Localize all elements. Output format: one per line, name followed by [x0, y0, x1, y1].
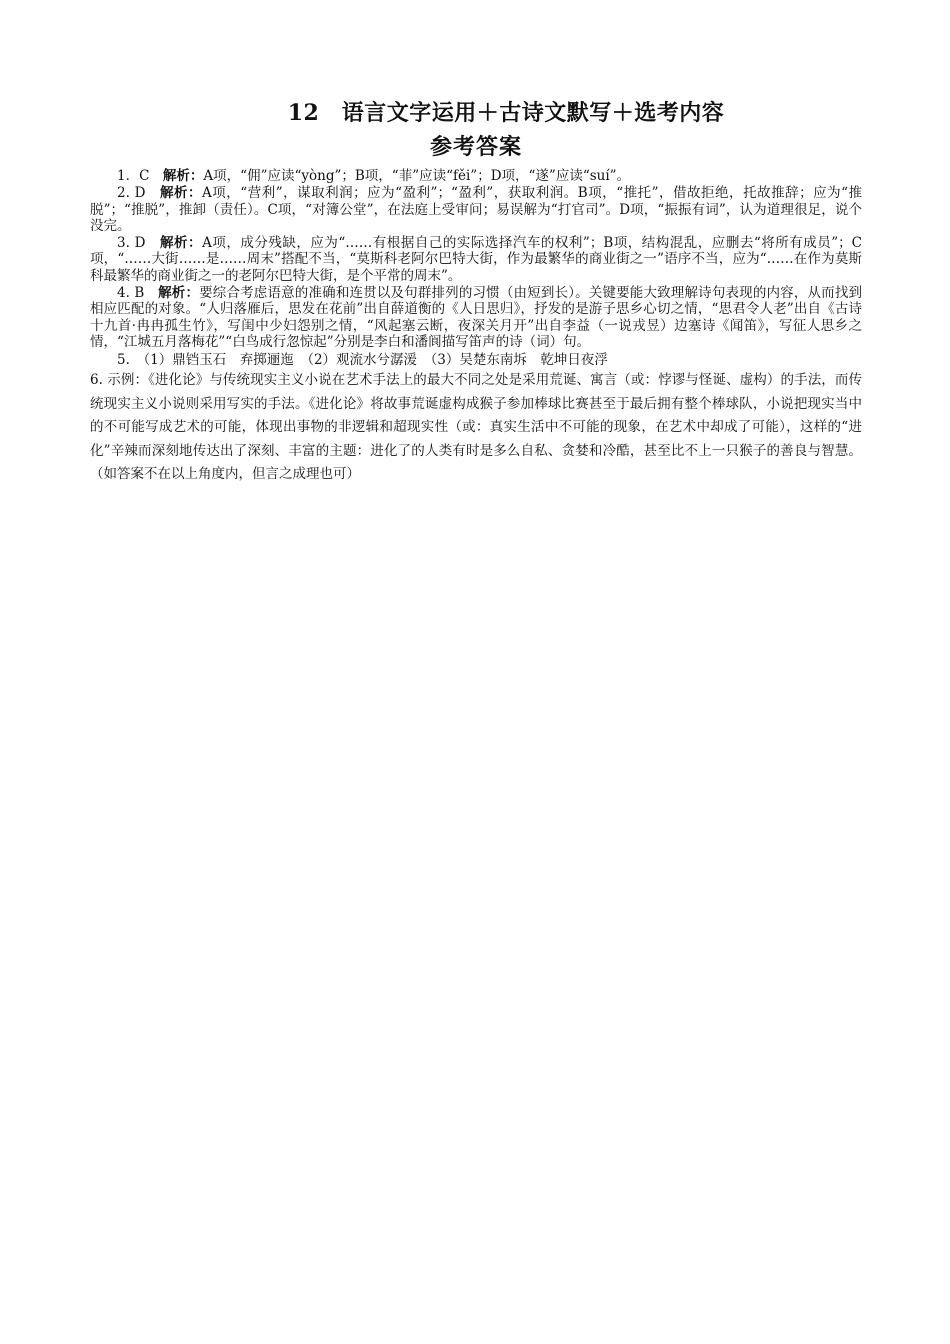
answer-3-number: 3. D: [117, 235, 161, 252]
answer-4-number: 4. B: [117, 285, 159, 302]
answer-1-text: A项，“佣”应读“yòng”；B项，“菲”应读“fěi”；D项，“遂”应读“suí”。: [203, 168, 631, 184]
answer-4-text: 要综合考虑语意的准确和连贯以及句群排列的习惯（由短到长）。关键要能大致理解诗句表现的内容，从而找到相应匹配的对象。“人归落雁后，思发在花前”出自薛道衡的《人日思归》，抒发的是游子思乡心切之情，“思君令人老”出自《古诗十九首·冉冉孤生竹》，写闺中少妇怨别之情，“风起塞云断，夜深关月开”出自李益（一说戎昱）边塞诗《闻笛》，写征人思乡之情，“江城五月落梅花”“白鸟成行忽惊起”分别是李白和潘阆描写笛声的诗（词）句。: [90, 285, 863, 350]
answer-4-label: 解析：: [158, 285, 200, 302]
answer-3-text: A项，成分残缺，应为“……有根据自己的实际选择汽车的权利”；B项，结构混乱，应删去“将所有成员”；C项，“……大街……是……周末”搭配不当，“莫斯科老阿尔巴特大街，作为最繁华的商业街之一”语序不当，应为“……在作为莫斯科最繁华的商业街之一的老阿尔巴特大街，是个平常的周末”。: [90, 235, 863, 284]
answer-4: [90, 285, 862, 350]
answer-2-text: A项，“营利”，谋取利润；应为“盈利”；“盈利”，获取利润。B项，“推托”，借故拒绝，托故推辞；应为“推脱”；“推脱”，推卸（责任）。C项，“对簿公堂”，在法庭上受审问；易误解为“打官司”。D项，“振振有词”，认为道理很足，说个没完。: [90, 185, 862, 234]
answer-2: [90, 185, 862, 234]
document-title: 12 语言文字运用＋古诗文默写＋选考内容: [287, 100, 725, 126]
answer-5: 5. （1）鼎铛玉石 弃掷逦迤 （2）观流水兮潺湲 （3）吴楚东南坼 乾坤日夜浮: [117, 352, 608, 369]
answer-1: [90, 168, 862, 184]
answer-document: [90, 96, 862, 487]
answer-2-number: 2. D: [117, 185, 161, 202]
answer-1-label: 解析：: [162, 168, 204, 184]
answer-3-label: 解析：: [160, 235, 203, 252]
answer-3: [90, 235, 862, 284]
answer-2-label: 解析：: [160, 185, 203, 202]
answer-1-number: 1．C: [117, 168, 163, 184]
answer-6: 6. 示例：《进化论》与传统现实主义小说在艺术手法上的最大不同之处是采用荒诞、寓言（或：悖谬与怪诞、虚构）的手法，而传统现实主义小说则采用写实的手法。《进化论》将故事荒诞虚构成猴子参加棒球比赛甚至于最后拥有整个棒球队，小说把现实当中的不可能写成艺术的可能，体现出事物的非逻辑和超现实性（或：真实生活中不可能的现象，在艺术中却成了可能），这样的“进化”辛辣而深刻地传达出了深刻、丰富的主题：进化了的人类有时是多么自私、贪婪和冷酷，甚至比不上一只猴子的善良与智慧。（如答案不在以上角度内，但言之成理也可）: [90, 372, 862, 483]
document-subtitle: 参考答案: [429, 134, 522, 160]
